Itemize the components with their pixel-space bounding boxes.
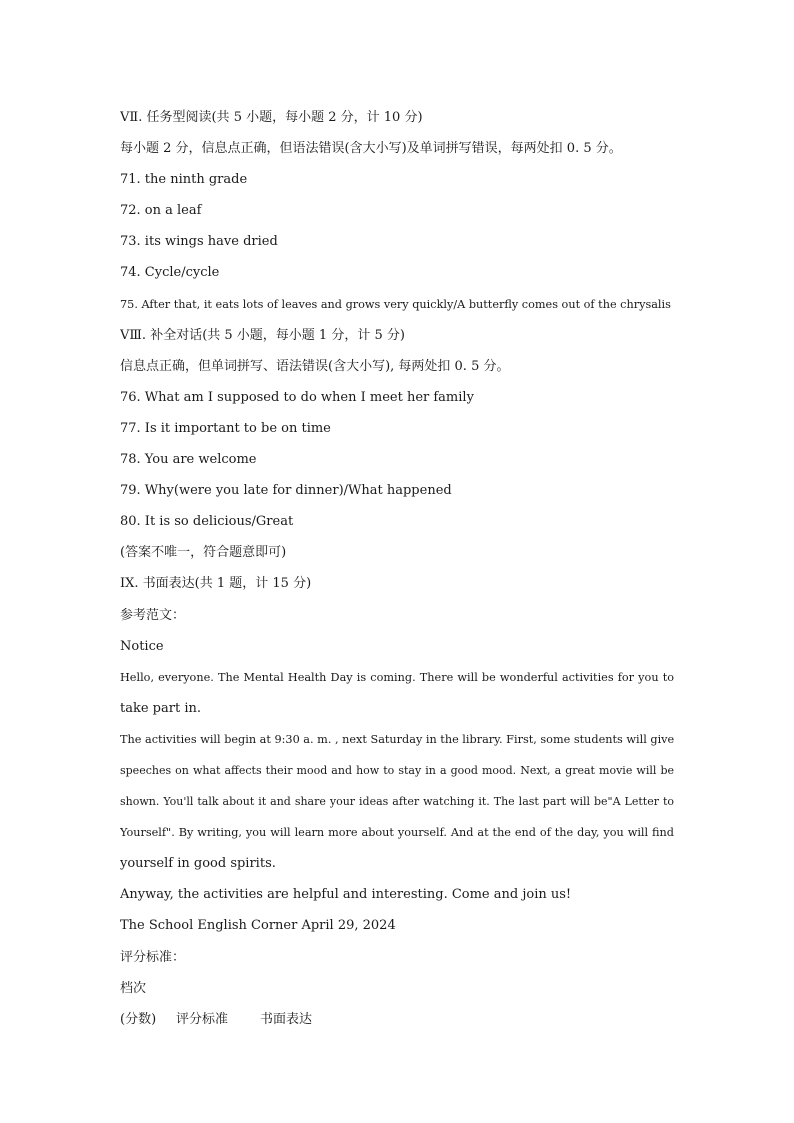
answer-72: 72. on a leaf [120, 203, 202, 219]
essay-line: Yourself". By writing, you will learn more about yourself. And at the end of the day, you will find [120, 826, 674, 840]
answer-71: 71. the ninth grade [120, 172, 248, 188]
answer-note: (答案不唯一，符合题意即可) [120, 545, 287, 561]
essay-line: Hello, everyone. The Mental Health Day is coming. There will be wonderful activities for you to [120, 670, 674, 684]
answer-77: 77. Is it important to be on time [120, 420, 331, 436]
criteria-table-header [120, 1004, 674, 1035]
answer-80: 80. It is so delicious/Great [120, 514, 294, 530]
essay-line: take part in. [120, 700, 201, 716]
answer-74: 74. Cycle/cycle [120, 265, 220, 281]
answer-73: 73. its wings have dried [120, 234, 278, 250]
essay-line: speeches on what affects their mood and how to stay in a good mood. Next, a great movie will be [120, 763, 674, 777]
grade-level-label: 档次 [120, 980, 147, 996]
section-heading-dialogue: VⅢ. 补全对话(共 5 小题，每小题 1 分，计 5 分) [120, 327, 405, 343]
grading-criteria-label: 评分标准： [120, 949, 186, 965]
scoring-note: 每小题 2 分，信息点正确，但语法错误(含大小写)及单词拼写错误，每两处扣 0. 5 分。 [120, 141, 622, 157]
essay-line: yourself in good spirits. [120, 856, 276, 872]
answer-78: 78. You are welcome [120, 452, 257, 468]
header-writing: 书面表达 [260, 1011, 313, 1027]
essay-line: The activities will begin at 9:30 a. m. , next Saturday in the library. First, some students will give [120, 732, 674, 746]
answer-76: 76. What am I supposed to do when I meet her family [120, 389, 474, 405]
sample-essay-label: 参考范文： [120, 607, 186, 623]
section-heading-task-reading: VⅡ. 任务型阅读(共 5 小题，每小题 2 分，计 10 分) [120, 110, 423, 125]
document-body [120, 102, 674, 1035]
answer-79: 79. Why(were you late for dinner)/What happened [120, 483, 452, 499]
essay-line: shown. You'll talk about it and share your ideas after watching it. The last part will be"A Letter to [120, 795, 674, 809]
essay-line: Anyway, the activities are helpful and interesting. Come and join us! [120, 887, 572, 903]
essay-signature: The School English Corner April 29, 2024 [120, 918, 396, 934]
section-heading-writing: IX. 书面表达(共 1 题，计 15 分) [120, 576, 312, 592]
answer-75: 75. After that, it eats lots of leaves and grows very quickly/A butterfly comes out of the chrysalis [120, 297, 671, 311]
header-criteria: 评分标准 [176, 1011, 229, 1027]
header-score: (分数) [120, 1011, 157, 1027]
scoring-note: 信息点正确，但单词拼写、语法错误(含大小写), 每两处扣 0. 5 分。 [120, 358, 510, 374]
essay-title: Notice [120, 638, 164, 654]
